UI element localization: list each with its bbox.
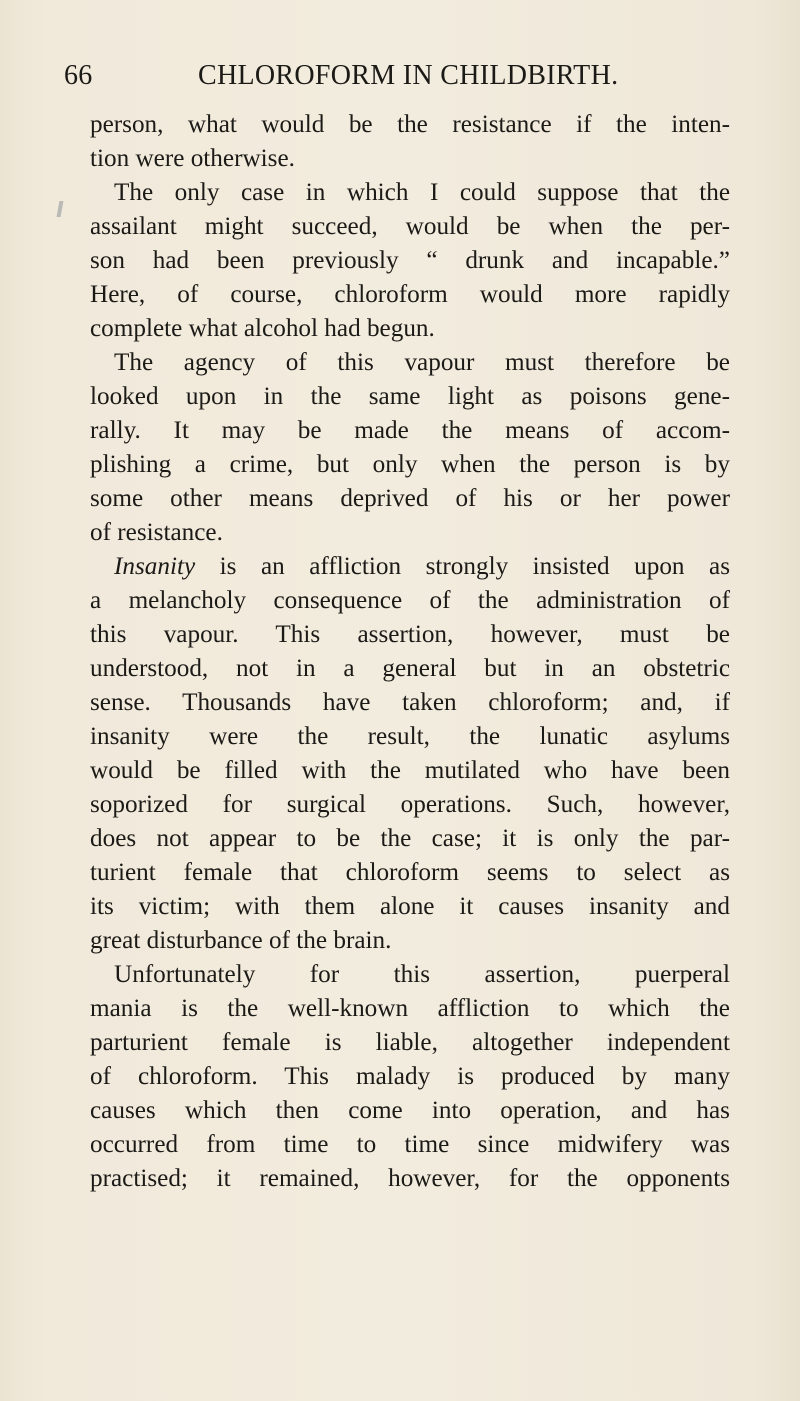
text-line: mania is the well-known affliction to which the — [90, 995, 730, 1022]
text-line: occurred from time to time since midwifery was — [90, 1131, 730, 1158]
text-line: of resistance. — [90, 519, 223, 546]
text-line: does not appear to be the case; it is only the par- — [90, 825, 730, 852]
text-line: some other means deprived of his or her power — [90, 485, 730, 512]
running-head — [64, 60, 744, 100]
text-line: its victim; with them alone it causes insanity and — [90, 893, 730, 920]
text-line: assailant might succeed, would be when the per- — [90, 213, 730, 240]
text-line: a melancholy consequence of the administration of — [90, 587, 730, 614]
text-line: The only case in which I could suppose that the — [114, 179, 730, 206]
text-line: of chloroform. This malady is produced by many — [90, 1063, 730, 1090]
text-line: plishing a crime, but only when the person is by — [90, 451, 730, 478]
text-line: tion were otherwise. — [90, 145, 295, 172]
italic-word: Insanity — [114, 553, 196, 580]
text-line: understood, not in a general but in an obstetric — [90, 655, 730, 682]
running-title: CHLOROFORM IN CHILDBIRTH. — [198, 60, 619, 91]
margin-mark — [57, 201, 64, 217]
text-line: son had been previously “ drunk and incapable.” — [90, 247, 730, 274]
text-line: sense. Thousands have taken chloroform; and, if — [90, 689, 730, 716]
text-line: The agency of this vapour must therefore be — [114, 349, 730, 376]
body-text — [90, 108, 730, 1196]
text-line: great disturbance of the brain. — [90, 927, 392, 954]
text-line — [90, 550, 730, 584]
text-line: rally. It may be made the means of accom- — [90, 417, 730, 444]
text-line: parturient female is liable, altogether independent — [90, 1029, 730, 1056]
text-line: Unfortunately for this assertion, puerperal — [114, 961, 730, 988]
text-line: practised; it remained, however, for the opponents — [90, 1165, 730, 1192]
text-line: complete what alcohol had begun. — [90, 315, 435, 342]
page-number: 66 — [64, 60, 93, 91]
text-line: soporized for surgical operations. Such, however, — [90, 791, 730, 818]
text-line: Here, of course, chloroform would more rapidly — [90, 281, 730, 308]
text-line: person, what would be the resistance if the inten- — [90, 111, 730, 138]
text-line: would be filled with the mutilated who have been — [90, 757, 730, 784]
text-line: this vapour. This assertion, however, must be — [90, 621, 730, 648]
text-line: insanity were the result, the lunatic asylums — [90, 723, 730, 750]
line-rest: is an affliction strongly insisted upon as — [195, 553, 730, 580]
text-line: looked upon in the same light as poisons gene- — [90, 383, 730, 410]
text-line: turient female that chloroform seems to select as — [90, 859, 730, 886]
text-line: causes which then come into operation, and has — [90, 1097, 730, 1124]
